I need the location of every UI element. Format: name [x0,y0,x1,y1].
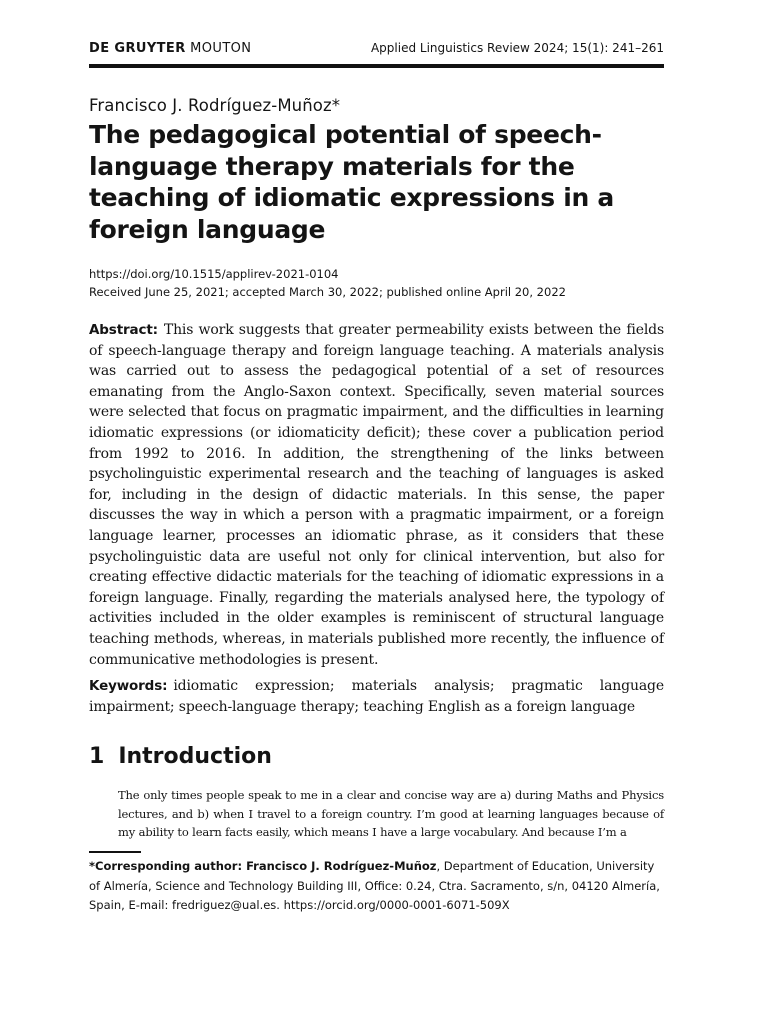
publication-dates: Received June 25, 2021; accepted March 30, 2022; published online April 20, 2022 [89,285,566,299]
footnote-rule [89,851,141,853]
abstract [89,320,664,670]
journal-citation: Applied Linguistics Review 2024; 15(1): 241–261 [370,41,664,55]
header-rule [89,64,664,68]
footnote-label: *Corresponding author: Francisco J. Rodríguez-Muñoz [89,859,437,873]
article-title: The pedagogical potential of speech-language therapy materials for the teaching of idiomatic expressions in a foreign language [89,120,614,244]
author-name: Francisco J. Rodríguez-Muñoz* [89,96,341,115]
abstract-label: Abstract: [89,322,158,338]
footnote-text: , Department of Education, University of Almería, Science and Technology Building III, Office: 0.24, Ctra. Sacramento, s/n, 04120 Almería, Spain, E-mail: fredriguez@ual.es. https://orcid.org/0000-0001-6071-509X [89,859,660,912]
publisher-logo [89,41,251,56]
keywords-text: idiomatic expression; materials analysis; pragmatic language impairment; speech-language therapy; teaching English as a foreign language [89,678,664,715]
intro-quote: The only times people speak to me in a clear and concise way are a) during Maths and Physics lectures, and b) when I travel to a foreign country. I’m good at learning languages because of my ability to learn facts easily, which means I have a large vocabulary. And because I’m a [118,788,664,839]
section-title: Introduction [118,744,272,769]
doi-link[interactable]: https://doi.org/10.1515/applirev-2021-0104 [89,267,339,281]
running-header [89,40,664,62]
section-number: 1 [89,744,105,769]
abstract-text: This work suggests that greater permeability exists between the fields of speech-language therapy and foreign language teaching. A materials analysis was carried out to assess the pedagogical potential of a set of resources emanating from the Anglo-Saxon context. Specifically, seven material sources were selected that focus on pragmatic impairment, and the difficulties in learning idiomatic expressions (or idiomaticity deficit); these cover a publication period from 1992 to 2016. In addition, the strengthening of the links between psycholinguistic experimental research and the teaching of languages is asked for, including in the design of didactic materials. In this sense, the paper discusses the way in which a person with a pragmatic impairment, or a foreign language learner, processes an idiomatic phrase, as it considers that these psycholinguistic data are useful not only for clinical intervention, but also for creating effective didactic materials for the teaching of idiomatic expressions in a foreign language. Finally, regarding the materials analysed here, the typology of activities included in the older examples is reminiscent of structural language teaching methods, whereas, in materials published more recently, the influence of communicative methodologies is present. [89,322,664,668]
keywords-label: Keywords: [89,678,168,694]
keywords [89,676,664,717]
corresponding-author-footnote [89,857,664,916]
publisher-name-bold: DE GRUYTER [89,41,186,56]
publisher-name-light: MOUTON [190,41,252,56]
article-meta [89,265,566,301]
section-heading [89,744,272,769]
